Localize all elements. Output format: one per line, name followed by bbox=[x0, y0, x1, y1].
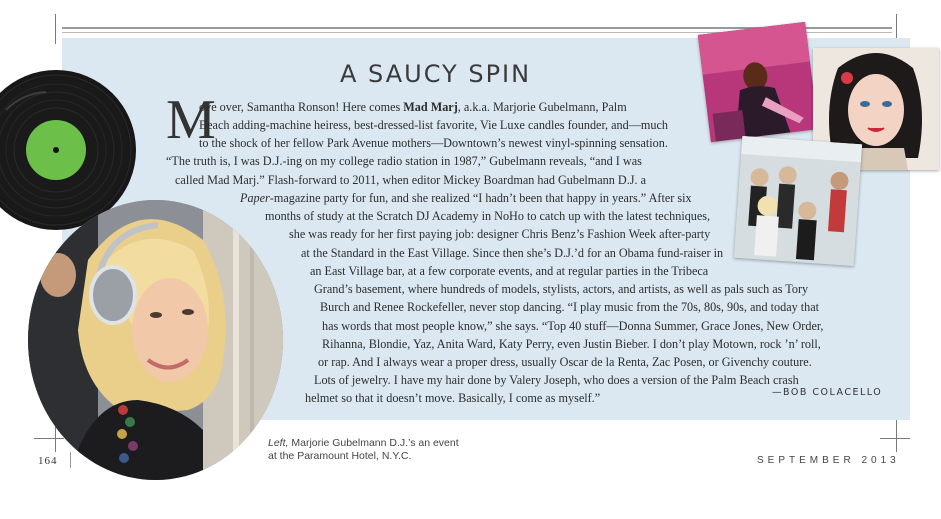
crop-mark-bottom-right-h bbox=[880, 438, 910, 439]
crop-mark-bottom-right-v bbox=[896, 420, 897, 452]
album-cover-blondie bbox=[734, 136, 862, 266]
body-line: Grand’s basement, where hundreds of models, stylists, actors, and artists, as well as pals such as Tory bbox=[314, 282, 809, 296]
body-line: ove over, Samantha Ronson! Here comes Mad Marj, a.k.a. Marjorie Gubelmann, Palm bbox=[199, 100, 627, 114]
caption-lead: Left, bbox=[268, 437, 289, 449]
body-line: called Mad Marj.” Flash-forward to 2011, when editor Mickey Boardman had Gubelmann D.J. a bbox=[175, 173, 647, 187]
body-line: Burch and Renee Rockefeller, never stop dancing. “I play music from the 70s, 80s, 90s, and today that bbox=[320, 300, 820, 314]
byline: —BOB COLACELLO bbox=[772, 387, 883, 398]
issue-date: SEPTEMBER 2013 bbox=[757, 455, 900, 466]
body-line: helmet so that it doesn’t move. Basically, I come as myself.” bbox=[305, 391, 601, 405]
article-title: A SAUCY SPIN bbox=[340, 60, 532, 88]
body-line: to the shock of her fellow Park Avenue mothers—Downtown’s newest vinyl-spinning sensation. bbox=[199, 136, 668, 150]
body-line: at the Standard in the East Village. Since then she’s D.J.’d for an Obama fund-raiser in bbox=[301, 246, 724, 260]
photo-caption: Left, Marjorie Gubelmann D.J.’s an event at the Paramount Hotel, N.Y.C. bbox=[268, 437, 459, 462]
drop-cap: M bbox=[166, 89, 216, 151]
page-number: 164 bbox=[38, 455, 58, 467]
body-line: has words that most people know,” she says. “Top 40 stuff—Donna Summer, Grace Jones, New Order, bbox=[322, 319, 824, 333]
body-line: Paper-magazine party for fun, and she realized “I hadn’t been that happy in years.” After six bbox=[240, 191, 692, 205]
body-line: Rihanna, Blondie, Yaz, Anita Ward, Katy Perry, even Justin Bieber. I don’t play Motown, rock ’n’ roll, bbox=[322, 337, 821, 351]
body-line: an East Village bar, at a few corporate events, and at regular parties in the Tribeca bbox=[310, 264, 709, 278]
body-line: “The truth is, I was D.J.-ing on my college radio station in 1987,” Gubelmann reveals, “and I was bbox=[166, 154, 642, 168]
body-line: or rap. And I always wear a proper dress, usually Oscar de la Renta, Zac Posen, or Givenchy couture. bbox=[318, 355, 812, 369]
crop-mark-top-left bbox=[55, 14, 56, 44]
dj-photo bbox=[28, 200, 283, 480]
body-line: she was ready for her first paying job: designer Chris Benz’s Fashion Week after-party bbox=[289, 227, 711, 241]
body-line: Beach adding-machine heiress, best-dressed-list favorite, Vie Luxe candles founder, and—much bbox=[199, 118, 668, 132]
bold-name: Mad Marj bbox=[403, 100, 458, 114]
italic-publication: Paper bbox=[240, 191, 270, 205]
body-line: months of study at the Scratch DJ Academy in NoHo to catch up with the latest techniques, bbox=[265, 209, 711, 223]
body-line: Lots of jewelry. I have my hair done by Valery Joseph, who does a version of the Palm Beach crash bbox=[314, 373, 799, 387]
album-cover-donna-summer bbox=[698, 22, 818, 142]
